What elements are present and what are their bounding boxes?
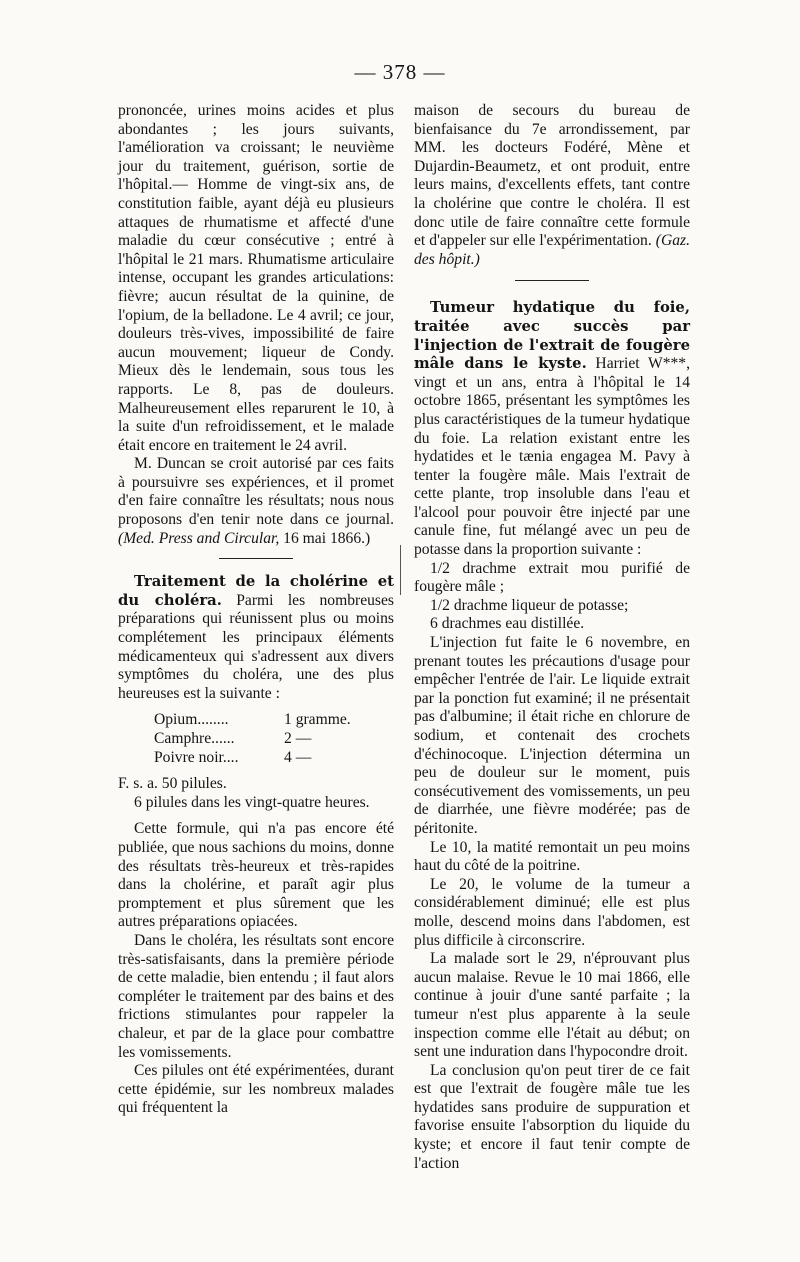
recipe-ingredient: Camphre...... [154,730,235,747]
paragraph: Dans le choléra, les résultats sont encore très-satisfaisants, dans la première période de cette maladie, bien entendu ; il faut alors compléter le traitement par des bains et des frictions stimulantes pour rappeler la chaleur, et par de la glace pour combattre les vomissements. [118,931,394,1061]
recipe-list [118,711,394,767]
section-divider [515,280,589,281]
citation: (Med. Press and Circular, [118,529,280,547]
paragraph [118,455,394,548]
section-heading: Tumeur hydatique du foie, traitée avec succès par l'injection de l'extrait de fougère mâle dans le kyste. [414,299,690,373]
paragraph: Cette formule, qui n'a pas encore été publiée, que nous sachions du moins, donne des résultats très-heureux et très-rapides dans la cholérine, et paraît agir plus promptement et plus sûrement que les autres préparations opiacées. [118,820,394,931]
recipe-item: 6 drachmes eau distillée. [430,615,585,633]
recipe-quantity: 1 gramme. [284,711,351,729]
recipe-item [118,711,394,730]
paragraph: La conclusion qu'on peut tirer de ce fait est que l'extrait de fougère mâle tue les hydatides sans produire de suppuration et favorise ensuite l'absorption du liquide du kyste; et encore il faut tenir compte de l'action [414,1061,690,1172]
paragraph-text: maison de secours du bureau de bienfaisance du 7e arrondissement, par MM. les docteurs Fodéré, Mène et Dujardin-Beaumetz, et ont produit, entre leurs mains, d'excellents effets, tant contre la cholérine que contre le choléra. Il est donc utile de faire connaître cette formule et d'appeler sur elle l'expérimentation. [414,102,690,250]
section-heading: Traitement de la cholérine et du choléra. [118,573,394,609]
paragraph: Le 20, le volume de la tumeur a considérablement diminué; elle est plus molle, descend moins dans l'abdomen, est plus difficile à circonscrire. [414,875,690,949]
paragraph: prononcée, urines moins acides et plus abondantes ; les jours suivants, l'amélioration va croissant; le neuvième jour du traitement, guérison, sortie de l'hôpital.— Homme de vingt-six ans, de constitution faible, ayant déjà eu plusieurs attaques de rhumatisme et affecté d'une maladie du cœur consécutive ; entré à l'hôpital le 21 mars. Rhumatisme articulaire intense, occupant les grandes articulations: fièvre; aucun résultat de la quinine, de l'opium, de la belladone. Le 4 avril; ce jour, douleurs très-vives, impossibilité de faire aucun mouvement; liqueur de Condy. Mieux dès le lendemain, sous tous les rapports. Le 8, pas de douleurs. Malheureusement elles reparurent le 10, à la suite d'un refroidissement, et le malade était encore en traitement le 24 avril. [118,102,394,454]
recipe-item: 1/2 drachme extrait mou purifié de fougère mâle ; [414,559,690,596]
citation: (Gaz. des hôpit.) [414,232,691,268]
paragraph-text: Parmi les nombreuses préparations qui réunissent plus ou moins complétement les principaux éléments médicamenteux qui s'adressent aux divers symptômes du choléra, une des plus heureuses est la suivante : [118,591,394,702]
paragraph [414,299,690,559]
formula-line: 6 pilules dans les vingt-quatre heures. [134,793,370,811]
paragraph-text: Harriet W***, vingt et un ans, entra à l'hôpital le 14 octobre 1865, présentant les symptômes les plus caractéristiques de la tumeur hydatique du foie. La relation existant entre les hydatides et le tænia engagea M. Pavy à tenter la fougère mâle. Mais l'extrait de cette plante, trop insoluble dans l'eau et l'alcool pour pouvoir être injecté par une canule fine, fut mélangé avec un peu de potasse dans la proportion suivante : [414,355,691,559]
formula-line: F. s. a. 50 pilules. [118,775,227,793]
paragraph [118,573,394,703]
page-number: — 378 — [354,60,446,84]
recipe-quantity: 2 — [284,730,312,747]
paragraph: L'injection fut faite le 6 novembre, en prenant toutes les précautions d'usage pour empêcher l'entrée de l'air. Le liquide extrait par la ponction fut examiné; il ne présentait pas d'albumine; il était riche en chlorure de sodium, et contenait des crochets d'échinocoque. L'injection détermina un peu de douleur sur le moment, puis consécutivement des vomissements, un peu de diarrhée, une fièvre modérée; pas de péritonite. [414,634,690,837]
recipe-item [118,730,394,749]
paragraph: La malade sort le 29, n'éprouvant plus aucun malaise. Revue le 10 mai 1866, elle continue à jouir d'une santé parfaite ; la tumeur n'est plus apparente à la seule inspection comme elle l'était au début; on sent une induration dans l'hypocondre droit. [414,950,690,1061]
section-divider [219,558,293,559]
paragraph-text: M. Duncan se croit autorisé par ces faits à poursuivre ses expériences, et il promet d'en faire connaître les résultats; nous nous proposons d'en tenir note dans ce journal. [118,455,394,529]
paragraph [414,102,690,269]
paragraph: Ces pilules ont été expérimentées, durant cette épidémie, sur les nombreux malades qui fréquentent la [118,1062,394,1117]
column-divider [400,545,401,595]
right-column [414,102,690,1173]
left-column [118,102,394,1118]
recipe-quantity: 4 — [284,748,312,766]
recipe-item [118,749,394,768]
recipe-ingredient: Opium........ [154,711,229,729]
recipe-ingredient: Poivre noir.... [154,748,239,766]
citation-date: 16 mai 1866.) [279,529,371,547]
recipe-item: 1/2 drachme liqueur de potasse; [430,596,629,614]
paragraph: Le 10, la matité remontait un peu moins haut du côté de la poitrine. [414,838,690,875]
